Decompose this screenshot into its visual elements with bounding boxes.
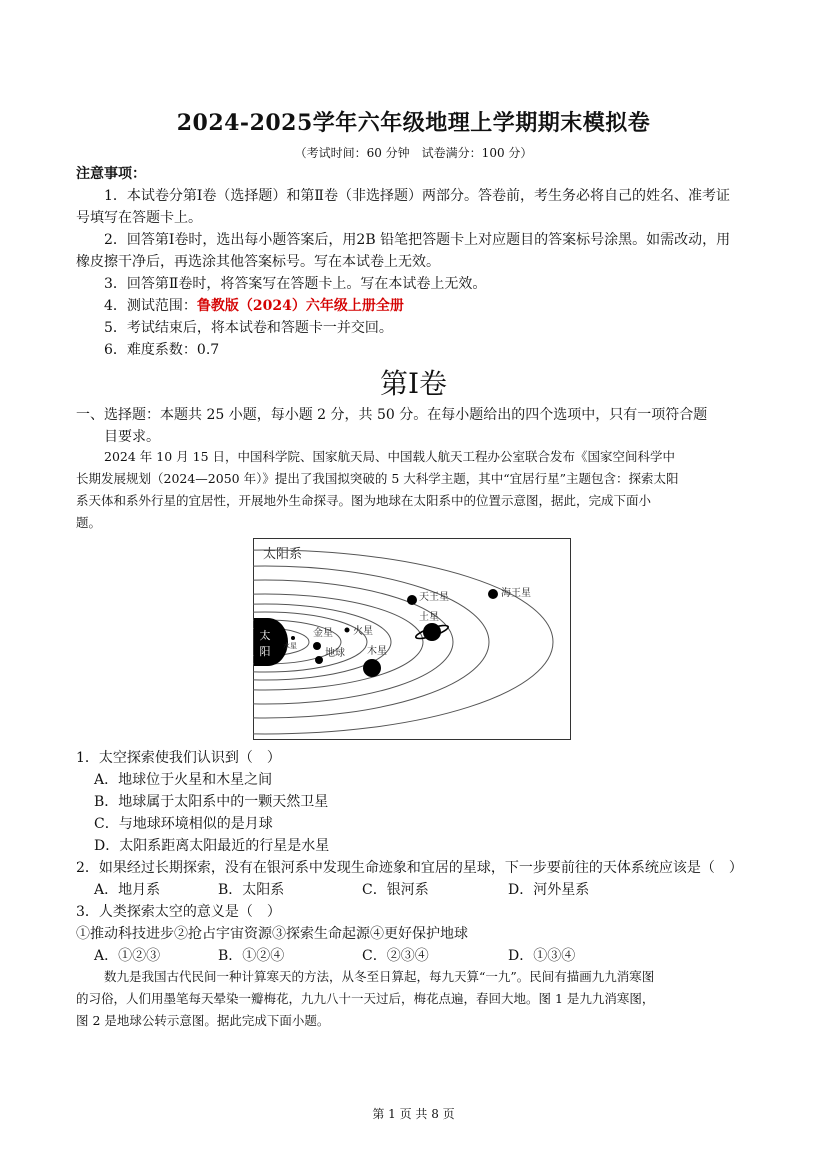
q3-option-d: D．①③④ [508,948,576,964]
q2-option-c: C．银河系 [362,882,429,898]
note-2b: 橡皮擦干净后，再选涂其他答案标号。写在本试卷上无效。 [76,254,440,270]
note-2a: 2．回答第Ⅰ卷时，选出每小题答案后，用2B 铅笔把答题卡上对应题目的答案标号涂黑。如需改动，用 [104,232,731,248]
sun-label-1: 太 [259,629,271,642]
section-title: 第Ⅰ卷 [379,367,448,400]
q3-stem: 3．人类探索太空的意义是（ ） [76,904,281,920]
q3-option-b: B．①②④ [218,948,285,964]
notes-heading: 注意事项： [76,166,146,182]
test-range: 鲁教版（2024）六年级上册全册 [196,298,404,314]
saturn [423,623,441,641]
neptune-label: 海王星 [501,588,531,599]
saturn-label: 土星 [419,612,439,623]
section-instruction-a: 一、选择题：本题共 25 小题，每小题 2 分，共 50 分。在每小题给出的四个选项中，只有一项符合题 [76,407,708,423]
section-instruction-b: 目要求。 [104,429,160,445]
figure-label: 太阳系 [263,547,303,562]
figure-frame [254,539,571,740]
uranus-label: 天王星 [419,592,449,603]
q1-option-d: D．太阳系距离太阳最近的行星是水星 [94,838,330,854]
earth-label: 地球 [325,648,345,659]
note-4-prefix: 4．测试范围： [104,298,197,314]
venus [313,642,321,650]
note-1a: 1．本试卷分第Ⅰ卷（选择题）和第Ⅱ卷（非选择题）两部分。答卷前，考生务必将自己的姓名、准考证 [104,188,730,204]
q3-items: ①推动科技进步②抢占宇宙资源③探索生命起源④更好保护地球 [76,926,468,942]
note-1b: 号填写在答题卡上。 [76,210,202,226]
mercury [291,636,295,640]
q3-option-a: A．①②③ [94,948,161,964]
note-4 [104,296,404,316]
note-3: 3．回答第Ⅱ卷时，将答案写在答题卡上。写在本试卷上无效。 [104,276,487,292]
passage1-line1: 2024 年 10 月 15 日，中国科学院、国家航天局、中国载人航天工程办公室联合发布《国家空间科学中 [104,449,675,464]
mercury-label: 水星 [283,642,297,650]
q1-option-b: B．地球属于太阳系中的一颗天然卫星 [94,794,329,810]
jupiter [363,659,381,677]
q2-option-d: D．河外星系 [508,882,590,898]
jupiter-label: 木星 [367,646,387,657]
mars-label: 火星 [353,626,373,637]
venus-label: 金星 [313,628,333,639]
exam-info: （考试时间：60 分钟 试卷满分：100 分） [294,146,533,160]
q2-stem: 2．如果经过长期探索，没有在银河系中发现生命迹象和宜居的星球，下一步要前往的天体系统应该是（ ） [76,860,743,876]
neptune [488,589,498,599]
note-6: 6．难度系数：0.7 [104,342,220,358]
q1-option-a: A．地球位于火星和木星之间 [94,772,273,788]
passage1-line4: 题。 [76,515,102,530]
q3-option-c: C．②③④ [362,948,429,964]
passage2-line3: 图 2 是地球公转示意图。据此完成下面小题。 [76,1013,330,1028]
q1-stem: 1．太空探索使我们认识到（ ） [76,750,281,766]
q2-option-b: B．太阳系 [218,882,285,898]
sun-label-2: 阳 [259,645,271,658]
uranus [407,595,417,605]
solar-system-figure [253,538,571,740]
passage2-line2: 的习俗，人们用墨笔每天晕染一瓣梅花，九九八十一天过后，梅花点遍，春回大地。图 1 是九九消寒图， [76,991,655,1006]
mars [345,628,350,633]
passage2-line1: 数九是我国古代民间一种计算寒天的方法，从冬至日算起，每九天算“一九”。民间有描画九九消寒图 [104,969,655,984]
page-title: 2024-2025学年六年级地理上学期期末模拟卷 [176,110,651,136]
page-number: 第 1 页 共 8 页 [372,1107,455,1121]
q1-option-c: C．与地球环境相似的是月球 [94,816,273,832]
q2-option-a: A．地月系 [94,882,161,898]
passage1-line2: 长期发展规划（2024—2050 年）》提出了我国拟突破的 5 大科学主题，其中“宜居行星”主题包含：探索太阳 [76,471,679,486]
note-5: 5．考试结束后，将本试卷和答题卡一并交回。 [104,320,393,336]
passage1-line3: 系天体和系外行星的宜居性，开展地外生命探寻。图为地球在太阳系中的位置示意图，据此，完成下面小 [76,493,652,508]
earth [315,656,323,664]
